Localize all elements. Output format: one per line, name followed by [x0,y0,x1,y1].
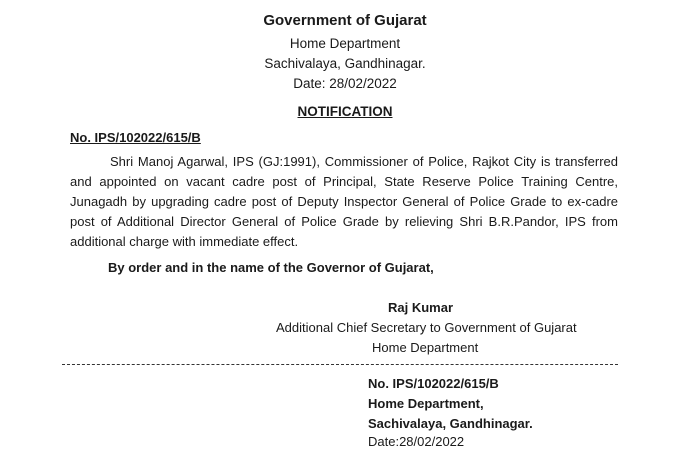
government-title: Government of Gujarat [263,12,427,29]
order-line: By order and in the name of the Governor of Gujarat, [108,260,434,275]
signatory-designation: Additional Chief Secretary to Government of Gujarat [276,320,577,335]
location-line: Sachivalaya, Gandhinagar. [264,56,426,71]
date-line: Date: 28/02/2022 [293,76,397,91]
dashed-divider [62,364,618,365]
footer-department: Home Department, [368,396,484,411]
footer-reference-number: No. IPS/102022/615/B [368,376,499,391]
signatory-department: Home Department [372,340,479,355]
footer-date: Date:28/02/2022 [368,434,465,449]
department-line: Home Department [289,36,401,51]
reference-number: No. IPS/102022/615/B [70,130,201,145]
footer-location: Sachivalaya, Gandhinagar. [368,416,533,431]
signatory-name: Raj Kumar [388,300,454,315]
notification-body: Shri Manoj Agarwal, IPS (GJ:1991), Commissioner of Police, Rajkot City is transferred and appointed on vacant cadre post of Principal, State Reserve Police Training Centre, Junagadh by upgrading cadre post of Deputy Inspector General of Police Grade to ex-cadre post of Additional Director General of Police Grade by relieving Shri B.R.Pandor, IPS from additional charge with immediate effect. [70,154,618,249]
notification-heading: NOTIFICATION [297,104,393,119]
